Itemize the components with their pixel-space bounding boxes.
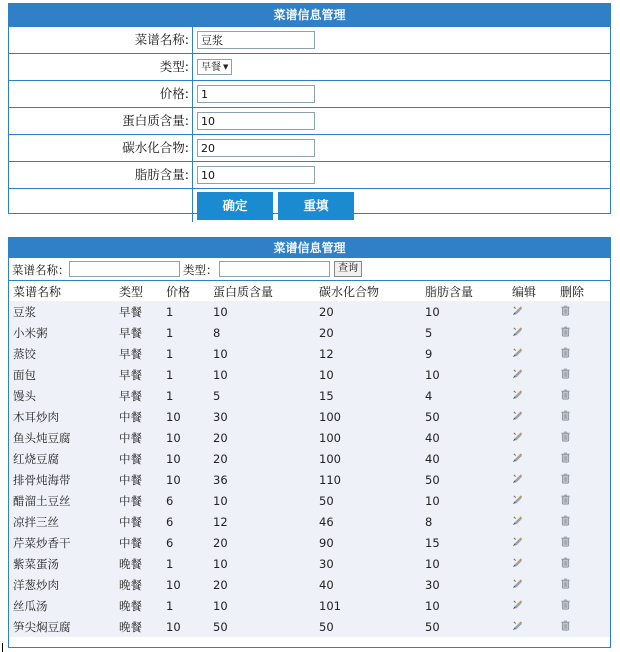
cell-price: 6 [166, 514, 174, 529]
table-header [9, 281, 610, 301]
fat-label: 脂肪含量: [9, 162, 193, 188]
search-button[interactable]: 查询 [334, 261, 362, 277]
cell-type: 中餐 [119, 535, 142, 550]
text-cursor [2, 643, 3, 652]
list-title: 菜谱信息管理 [9, 238, 610, 258]
search-name-label: 菜谱名称： [12, 263, 70, 277]
cell-name: 排骨炖海带 [13, 472, 71, 487]
cell-price: 10 [166, 472, 181, 487]
delete-icon[interactable] [560, 494, 571, 505]
cell-price: 6 [166, 535, 174, 550]
delete-icon[interactable] [560, 620, 571, 631]
cell-fat: 8 [425, 514, 433, 529]
chevron-down-icon: ▼ [223, 63, 229, 71]
table-body [9, 301, 610, 637]
cell-carbs: 30 [319, 556, 334, 571]
cell-name: 紫菜蛋汤 [13, 556, 59, 571]
edit-icon[interactable] [512, 368, 523, 379]
cell-type: 中餐 [119, 472, 142, 487]
cell-protein: 30 [213, 409, 228, 424]
cell-fat: 50 [425, 409, 440, 424]
edit-icon[interactable] [512, 557, 523, 568]
name-label: 菜谱名称: [9, 27, 193, 53]
cell-carbs: 20 [319, 325, 334, 340]
cell-price: 6 [166, 493, 174, 508]
form-row-fat [9, 161, 610, 188]
cell-fat: 4 [425, 388, 433, 403]
delete-icon[interactable] [560, 305, 571, 316]
cell-protein: 10 [213, 367, 228, 382]
search-bar [9, 258, 610, 281]
form-row-type [9, 53, 610, 80]
cell-fat: 10 [425, 367, 440, 382]
cell-carbs: 46 [319, 514, 334, 529]
cell-fat: 10 [425, 304, 440, 319]
edit-icon[interactable] [512, 452, 523, 463]
table-row [9, 301, 610, 322]
cell-price: 10 [166, 430, 181, 445]
name-input[interactable] [197, 31, 315, 49]
cell-carbs: 40 [319, 577, 334, 592]
protein-label: 蛋白质含量: [9, 108, 193, 134]
table-row [9, 427, 610, 448]
reset-button[interactable]: 重填 [278, 192, 354, 220]
cell-name: 小米粥 [13, 325, 48, 340]
cell-fat: 5 [425, 325, 433, 340]
table-row [9, 490, 610, 511]
edit-icon[interactable] [512, 347, 523, 358]
edit-icon[interactable] [512, 578, 523, 589]
cell-price: 10 [166, 451, 181, 466]
cell-protein: 20 [213, 451, 228, 466]
cell-name: 醋溜土豆丝 [13, 493, 71, 508]
cell-type: 晚餐 [119, 619, 142, 634]
table-row [9, 574, 610, 595]
col-delete: 删除 [556, 281, 610, 301]
delete-icon[interactable] [560, 473, 571, 484]
cell-price: 1 [166, 304, 174, 319]
edit-icon[interactable] [512, 620, 523, 631]
table-row [9, 553, 610, 574]
cell-type: 晚餐 [119, 598, 142, 613]
cell-protein: 10 [213, 304, 228, 319]
delete-icon[interactable] [560, 557, 571, 568]
carbs-label: 碳水化合物: [9, 135, 193, 161]
carbs-input[interactable] [197, 139, 315, 157]
col-carbs: 碳水化合物 [315, 281, 421, 301]
delete-icon[interactable] [560, 536, 571, 547]
delete-icon[interactable] [560, 347, 571, 358]
cell-carbs: 12 [319, 346, 334, 361]
edit-icon[interactable] [512, 536, 523, 547]
cell-carbs: 50 [319, 493, 334, 508]
table-row [9, 343, 610, 364]
recipe-form-panel [8, 3, 611, 214]
form-title: 菜谱信息管理 [9, 4, 610, 26]
form-row-protein [9, 107, 610, 134]
cell-type: 中餐 [119, 451, 142, 466]
cell-carbs: 100 [319, 451, 341, 466]
search-type-input[interactable] [219, 261, 330, 277]
cell-protein: 20 [213, 430, 228, 445]
cell-name: 豆浆 [13, 304, 36, 319]
table-row [9, 469, 610, 490]
cell-protein: 10 [213, 556, 228, 571]
cell-type: 中餐 [119, 493, 142, 508]
cell-fat: 10 [425, 493, 440, 508]
table-row [9, 385, 610, 406]
edit-icon[interactable] [512, 494, 523, 505]
cell-price: 1 [166, 367, 174, 382]
cell-name: 凉拌三丝 [13, 514, 59, 529]
cell-type: 晚餐 [119, 577, 142, 592]
cell-protein: 36 [213, 472, 228, 487]
type-label: 类型: [9, 54, 193, 80]
delete-icon[interactable] [560, 578, 571, 589]
search-name-input[interactable] [69, 261, 180, 277]
cell-name: 笋尖焖豆腐 [13, 619, 71, 634]
cell-protein: 10 [213, 493, 228, 508]
delete-icon[interactable] [560, 326, 571, 337]
cell-fat: 10 [425, 598, 440, 613]
cell-name: 面包 [13, 367, 36, 382]
cell-fat: 30 [425, 577, 440, 592]
edit-icon[interactable] [512, 305, 523, 316]
delete-icon[interactable] [560, 389, 571, 400]
fat-input[interactable] [197, 166, 315, 184]
cell-protein: 12 [213, 514, 228, 529]
col-name: 菜谱名称 [9, 281, 115, 301]
cell-name: 木耳炒肉 [13, 409, 59, 424]
form-row-price [9, 80, 610, 107]
delete-icon[interactable] [560, 431, 571, 442]
cell-price: 1 [166, 388, 174, 403]
cell-price: 1 [166, 556, 174, 571]
cell-price: 1 [166, 598, 174, 613]
cell-fat: 9 [425, 346, 433, 361]
price-label: 价格: [9, 81, 193, 107]
edit-icon[interactable] [512, 410, 523, 421]
cell-protein: 8 [213, 325, 221, 340]
cell-name: 洋葱炒肉 [13, 577, 59, 592]
cell-protein: 50 [213, 619, 228, 634]
recipe-list-panel [8, 237, 611, 648]
col-protein: 蛋白质含量 [209, 281, 315, 301]
cell-carbs: 50 [319, 619, 334, 634]
col-price: 价格 [162, 281, 209, 301]
cell-fat: 40 [425, 451, 440, 466]
col-type: 类型 [115, 281, 162, 301]
edit-icon[interactable] [512, 389, 523, 400]
cell-name: 馒头 [13, 388, 36, 403]
table-row [9, 616, 610, 637]
cell-type: 中餐 [119, 430, 142, 445]
table-row [9, 595, 610, 616]
cell-type: 中餐 [119, 514, 142, 529]
cell-type: 早餐 [119, 346, 142, 361]
cell-type: 早餐 [119, 304, 142, 319]
table-row [9, 406, 610, 427]
edit-icon[interactable] [512, 473, 523, 484]
cell-carbs: 90 [319, 535, 334, 550]
form-row-carbs [9, 134, 610, 161]
table-row [9, 511, 610, 532]
delete-icon[interactable] [560, 452, 571, 463]
cell-carbs: 101 [319, 598, 341, 613]
cell-name: 丝瓜汤 [13, 598, 48, 613]
delete-icon[interactable] [560, 515, 571, 526]
cell-price: 10 [166, 619, 181, 634]
cell-protein: 5 [213, 388, 221, 403]
delete-icon[interactable] [560, 599, 571, 610]
cell-name: 蒸饺 [13, 346, 36, 361]
cell-type: 早餐 [119, 388, 142, 403]
cell-carbs: 100 [319, 409, 341, 424]
delete-icon[interactable] [560, 368, 571, 379]
table-row [9, 364, 610, 385]
cell-fat: 10 [425, 556, 440, 571]
col-edit: 编辑 [508, 281, 556, 301]
edit-icon[interactable] [512, 515, 523, 526]
protein-input[interactable] [197, 112, 315, 130]
cell-type: 晚餐 [119, 556, 142, 571]
delete-icon[interactable] [560, 410, 571, 421]
table-row [9, 322, 610, 343]
form-row-name [9, 26, 610, 53]
cell-fat: 50 [425, 472, 440, 487]
cell-carbs: 15 [319, 388, 334, 403]
table-row [9, 532, 610, 553]
cell-price: 10 [166, 409, 181, 424]
cell-fat: 50 [425, 619, 440, 634]
cell-carbs: 100 [319, 430, 341, 445]
cell-type: 早餐 [119, 325, 142, 340]
cell-protein: 10 [213, 346, 228, 361]
cell-carbs: 20 [319, 304, 334, 319]
edit-icon[interactable] [512, 326, 523, 337]
edit-icon[interactable] [512, 599, 523, 610]
confirm-button[interactable]: 确定 [197, 192, 273, 220]
type-select[interactable] [197, 59, 232, 75]
cell-type: 中餐 [119, 409, 142, 424]
cell-protein: 20 [213, 577, 228, 592]
form-button-row [9, 188, 610, 222]
cell-type: 早餐 [119, 367, 142, 382]
type-select-value: 早餐 [201, 62, 221, 73]
cell-name: 红烧豆腐 [13, 451, 59, 466]
cell-name: 鱼头炖豆腐 [13, 430, 71, 445]
recipe-table [9, 281, 610, 637]
cell-price: 10 [166, 577, 181, 592]
cell-price: 1 [166, 325, 174, 340]
cell-protein: 20 [213, 535, 228, 550]
search-type-label: 类型： [183, 263, 218, 277]
table-row [9, 448, 610, 469]
cell-fat: 40 [425, 430, 440, 445]
price-input[interactable] [197, 85, 315, 103]
cell-price: 1 [166, 346, 174, 361]
cell-fat: 15 [425, 535, 440, 550]
cell-carbs: 10 [319, 367, 334, 382]
cell-carbs: 110 [319, 472, 341, 487]
col-fat: 脂肪含量 [421, 281, 508, 301]
cell-protein: 10 [213, 598, 228, 613]
edit-icon[interactable] [512, 431, 523, 442]
cell-name: 芹菜炒香干 [13, 535, 71, 550]
